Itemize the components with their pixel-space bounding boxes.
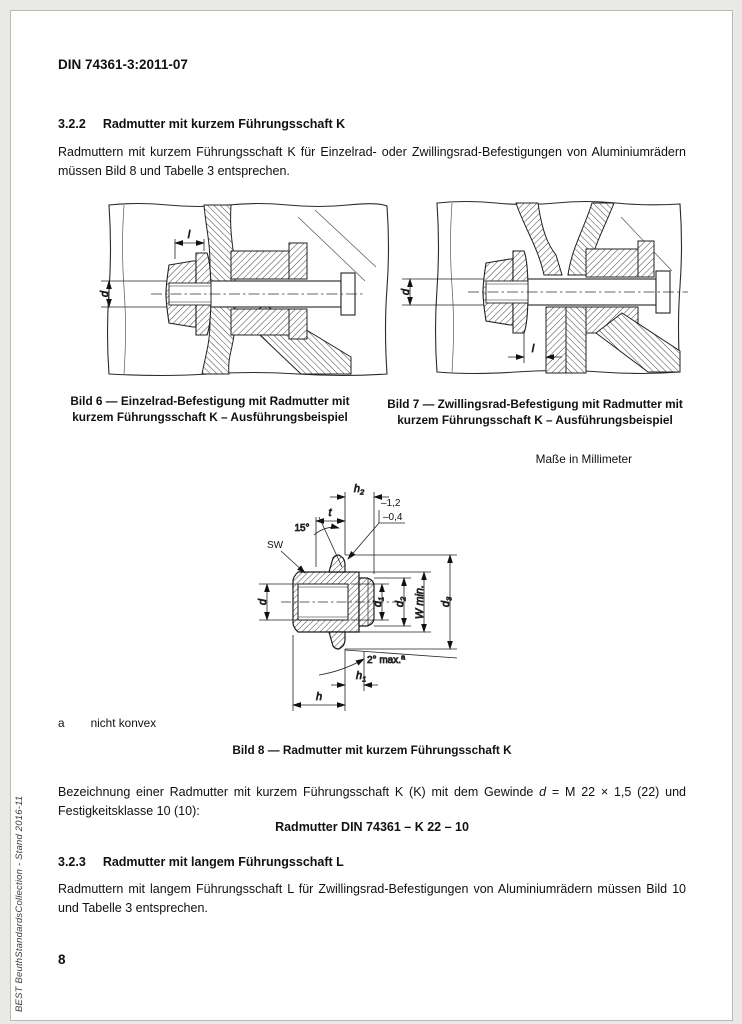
section-3-2-3-paragraph: Radmuttern mit langem Führungsschaft L für Zwillingsrad-Befestigungen von Aluminiumrädern müssen Bild 10 und Tabelle 3 entsprechen.	[58, 882, 686, 915]
figure-7-caption: Bild 7 — Zwillingsrad-Befestigung mit Radmutter mit kurzem Führungsschaft K – Ausführungsbeispiel	[387, 397, 683, 427]
figure-8-caption: Bild 8 — Radmutter mit kurzem Führungsschaft K	[232, 743, 512, 757]
section-title: Radmutter mit kurzem Führungsschaft K	[102, 117, 346, 131]
dimension-2deg-max	[319, 650, 457, 675]
svg-text:l: l	[187, 229, 191, 241]
footnote-marker: a	[58, 716, 65, 730]
svg-text:d: d	[257, 598, 269, 606]
designation-paragraph	[58, 783, 686, 821]
document-header: DIN 74361-3:2011-07	[58, 57, 188, 72]
svg-text:t: t	[328, 507, 332, 519]
section-3-2-2-heading	[58, 115, 345, 133]
svg-text:d: d	[99, 290, 111, 298]
svg-text:–1,2: –1,2	[381, 498, 401, 509]
tolerance-callout	[348, 498, 405, 559]
svg-text:d: d	[400, 288, 412, 296]
svg-text:–0,4: –0,4	[383, 512, 403, 523]
dimension-d	[257, 584, 298, 620]
section-3-2-2-paragraph: Radmuttern mit kurzem Führungsschaft K für Einzelrad- oder Zwillingsrad-Befestigungen von Aluminiumrädern müssen Bild 8 und Tabelle 3 entsprechen.	[58, 145, 686, 178]
figure-6-drawing	[93, 193, 393, 394]
svg-text:SW: SW	[267, 540, 284, 551]
page-number: 8	[58, 952, 66, 967]
svg-text:h: h	[315, 691, 323, 703]
sw-callout	[267, 540, 305, 573]
figure-8-drawing	[231, 459, 486, 732]
designation-text-before: Bezeichnung einer Radmutter mit kurzem Führungsschaft K (K) mit dem Gewinde	[58, 785, 540, 799]
svg-text:d1: $d_1$	[372, 596, 386, 608]
designation-text-after: = M 22 × 1,5 (22) und Festigkeitsklasse 10 (10):	[58, 785, 686, 818]
figure-6-caption: Bild 6 — Einzelrad-Befestigung mit Radmutter mit kurzem Führungsschaft K – Ausführungsbeispiel	[70, 394, 350, 424]
section-title: Radmutter mit langem Führungsschaft L	[102, 855, 344, 869]
svg-text:W min.: W min.	[414, 584, 426, 620]
svg-text:h1: $h_1$	[356, 670, 367, 684]
svg-text:15°: 15°	[294, 523, 310, 534]
svg-text:d3: $d_3$	[440, 596, 454, 608]
designation-line: Radmutter DIN 74361 – K 22 – 10	[275, 820, 469, 834]
footnote-text: nicht konvex	[90, 716, 157, 730]
document-page	[10, 10, 733, 1021]
units-note: Maße in Millimeter	[535, 452, 632, 466]
svg-text:l: l	[531, 343, 535, 355]
thread-symbol-d: d	[539, 785, 547, 799]
collection-watermark: BEST BeuthStandardsCollection - Stand 2016-11	[14, 795, 25, 1012]
svg-text:2° max.a: 2° max.$^a$	[367, 652, 406, 666]
svg-text:d2: $d_2$	[394, 596, 408, 608]
footnote-a	[58, 716, 156, 730]
figure-7-drawing	[396, 191, 701, 392]
svg-text:h2: $h_2$	[353, 483, 365, 497]
section-3-2-3-heading	[58, 853, 344, 871]
section-number: 3.2.2	[58, 117, 86, 131]
section-number: 3.2.3	[58, 855, 86, 869]
